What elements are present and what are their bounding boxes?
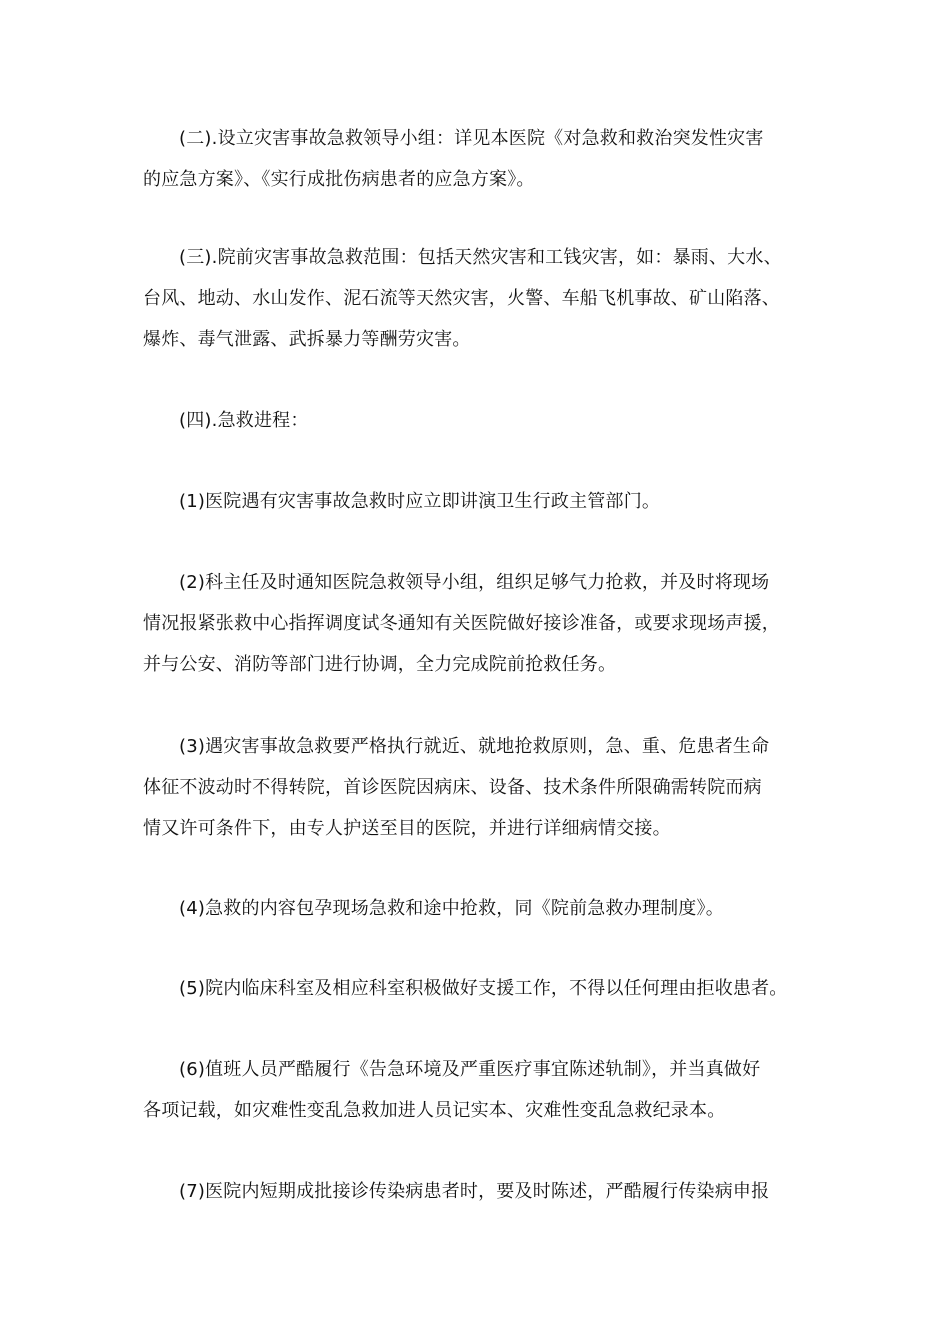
text-line: (四).急救进程： — [179, 410, 309, 431]
paragraph-3-disaster-scope — [143, 237, 808, 360]
paragraph-item-7 — [143, 1171, 808, 1212]
paragraph-item-2 — [143, 562, 808, 685]
text-line: 情况报紧张救中心指挥调度试冬通知有关医院做好接诊准备，或要求现场声援， — [143, 613, 780, 634]
paragraph-4-process-heading — [143, 400, 808, 441]
paragraph-item-4 — [143, 888, 808, 929]
text-line: (二).设立灾害事故急救领导小组：详见本医院《对急救和救治突发性灾害 — [179, 128, 764, 149]
text-line: (3)遇灾害事故急救要严格执行就近、就地抢救原则，急、重、危患者生命 — [179, 736, 770, 757]
text-line: 爆炸、毒气泄露、武拆暴力等酬劳灾害。 — [143, 329, 471, 350]
text-line: 台风、地动、水山发作、泥石流等天然灾害，火警、车船飞机事故、矿山陷落、 — [143, 288, 780, 309]
paragraph-item-5 — [143, 968, 808, 1009]
paragraph-item-3 — [143, 726, 808, 849]
text-line: (5)院内临床科室及相应科室积极做好支援工作，不得以任何理由拒收患者。 — [179, 978, 788, 999]
text-line: (三).院前灾害事故急救范围：包括天然灾害和工钱灾害，如：暴雨、大水、 — [179, 247, 782, 268]
text-line: 各项记载，如灾难性变乱急救加进人员记实本、灾难性变乱急救纪录本。 — [143, 1100, 726, 1121]
text-line: (7)医院内短期成批接诊传染病患者时，要及时陈述，严酷履行传染病申报 — [179, 1181, 770, 1202]
text-line: 的应急方案》、《实行成批伤病患者的应急方案》。 — [143, 169, 535, 190]
text-line: (6)值班人员严酷履行《告急环境及严重医疗事宜陈述轨制》，并当真做好 — [179, 1059, 761, 1080]
text-line: 体征不波动时不得转院，首诊医院因病床、设备、技术条件所限确需转院而病 — [143, 777, 762, 798]
text-line: (4)急救的内容包孕现场急救和途中抢救，同《院前急救办理制度》。 — [179, 898, 724, 919]
text-line: (2)科主任及时通知医院急救领导小组，组织足够气力抢救，并及时将现场 — [179, 572, 770, 593]
text-line: (1)医院遇有灾害事故急救时应立即讲演卫生行政主管部门。 — [179, 491, 661, 512]
paragraph-item-1 — [143, 481, 808, 522]
paragraph-2-leadership-group — [143, 118, 808, 200]
text-line: 并与公安、消防等部门进行协调，全力完成院前抢救任务。 — [143, 654, 617, 675]
text-line: 情又许可条件下，由专人护送至目的医院，并进行详细病情交接。 — [143, 818, 671, 839]
paragraph-item-6 — [143, 1049, 808, 1131]
